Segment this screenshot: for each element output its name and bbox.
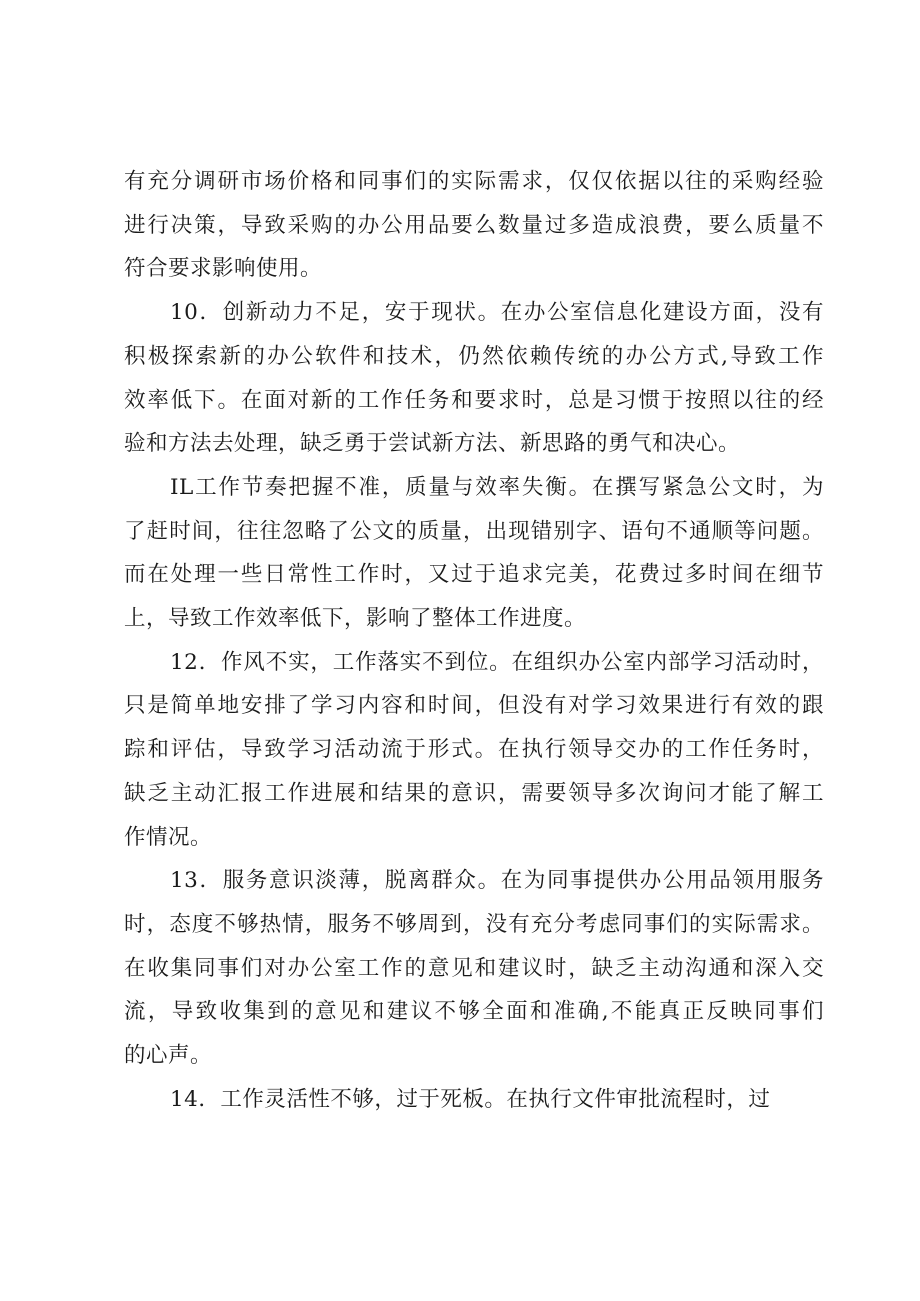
text-line: 进行决策，导致采购的办公用品要么数量过多造成浪费，要么质量不 bbox=[124, 212, 824, 238]
paragraph-item-12 bbox=[124, 641, 824, 860]
text-line: 14．工作灵活性不够，过于死板。在执行文件审批流程时，过 bbox=[170, 1086, 771, 1112]
text-line: 10．创新动力不足，安于现状。在办公室信息化建设方面，没有 bbox=[170, 300, 824, 326]
text-line: 13．服务意识淡薄，脱离群众。在为同事提供办公用品领用服务 bbox=[170, 868, 824, 894]
text-line: 只是简单地安排了学习内容和时间，但没有对学习效果进行有效的跟 bbox=[124, 693, 824, 719]
text-line: IL工作节奏把握不准，质量与效率失衡。在撰写紧急公文时，为 bbox=[170, 474, 824, 500]
text-line: 流，导致收集到的意见和建议不够全面和准确,不能真正反映同事们 bbox=[124, 999, 824, 1025]
text-line: 踪和评估，导致学习活动流于形式。在执行领导交办的工作任务时， bbox=[124, 737, 824, 763]
text-line: 符合要求影响使用。 bbox=[124, 256, 323, 282]
text-line: 验和方法去处理，缺乏勇于尝试新方法、新思路的勇气和决心。 bbox=[124, 431, 741, 457]
text-line: 上，导致工作效率低下，影响了整体工作进度。 bbox=[124, 606, 587, 632]
text-line: 时，态度不够热情，服务不够周到，没有充分考虑同事们的实际需求。 bbox=[124, 911, 824, 937]
paragraph-item-10 bbox=[124, 291, 824, 466]
text-line: 在收集同事们对办公室工作的意见和建议时，缺乏主动沟通和深入交 bbox=[124, 955, 824, 981]
text-line: 积极探索新的办公软件和技术，仍然依赖传统的办公方式,导致工作 bbox=[124, 343, 824, 369]
document-body bbox=[124, 160, 824, 1121]
paragraph-continued bbox=[124, 160, 824, 291]
paragraph-item-11 bbox=[124, 466, 824, 641]
text-line: 效率低下。在面对新的工作任务和要求时，总是习惯于按照以往的经 bbox=[124, 387, 824, 413]
text-line: 而在处理一些日常性工作时，又过于追求完美，花费过多时间在细节 bbox=[124, 562, 824, 588]
text-line: 缺乏主动汇报工作进展和结果的意识，需要领导多次询问才能了解工 bbox=[124, 780, 824, 806]
text-line: 有充分调研市场价格和同事们的实际需求，仅仅依据以往的采购经验 bbox=[124, 169, 824, 194]
paragraph-item-14 bbox=[124, 1078, 824, 1122]
paragraph-item-13 bbox=[124, 859, 824, 1078]
text-line: 了赶时间，往往忽略了公文的质量，出现错别字、语句不通顺等问题。 bbox=[124, 518, 824, 544]
text-line: 作情况。 bbox=[124, 824, 213, 850]
text-line: 的心声。 bbox=[124, 1043, 213, 1069]
text-line: 12．作风不实，工作落实不到位。在组织办公室内部学习活动时， bbox=[170, 649, 824, 675]
